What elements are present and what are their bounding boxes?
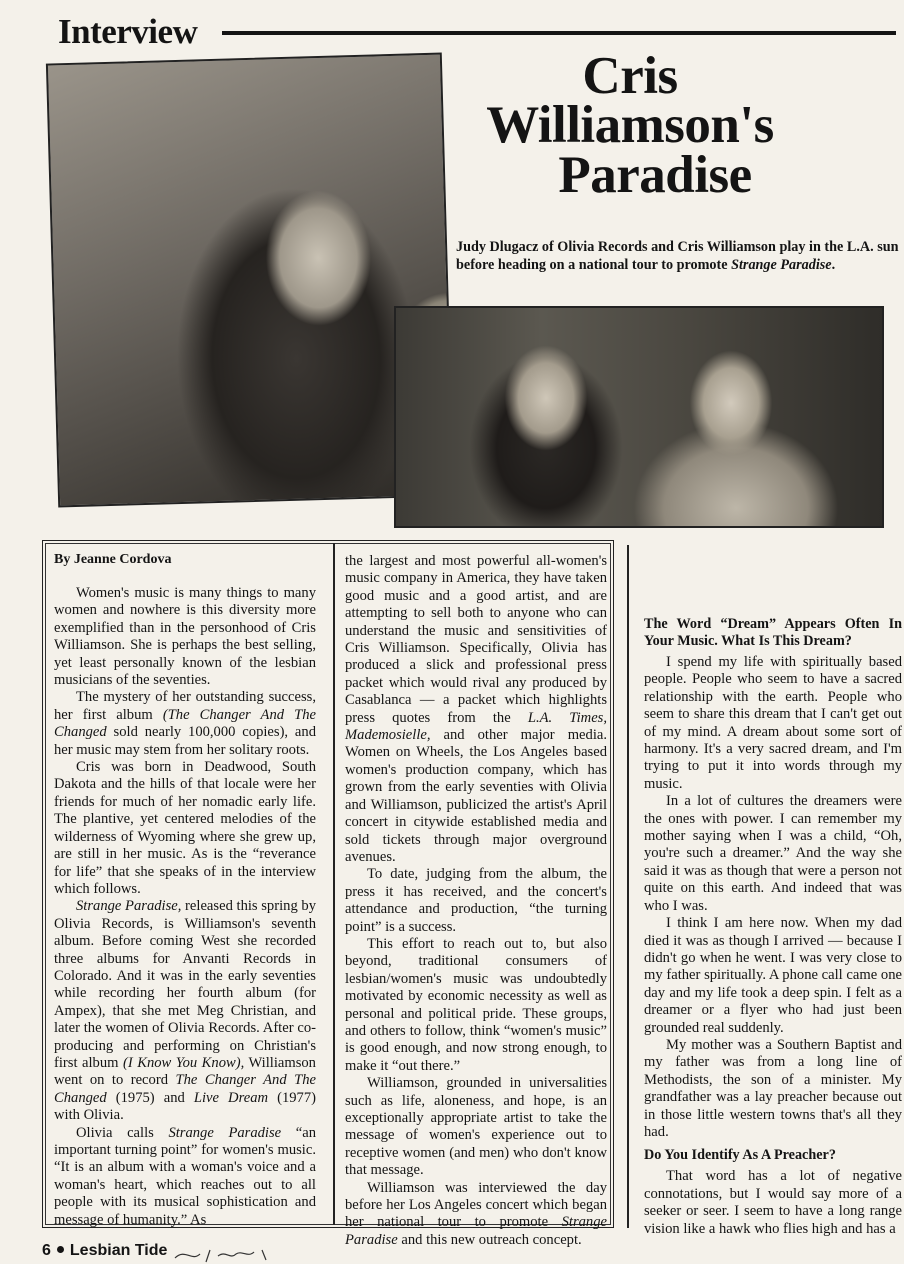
photo-two-women-outdoors [394,306,884,528]
paragraph: I think I am here now. When my dad died it was as though I arrived — because I didn't go when he went. I was very close to my father spiritually. A phone call came one day and my life took a deep spin. I felt as a dreamer or a flyer who had just been grounded real suddenly. [644,915,902,1036]
paragraph: In a lot of cultures the dreamers were the ones with power. I can remember my mother saying when I was a child, “Oh, you're such a dreamer.” And the way she said it was as though that were a person not quite on this earth. And indeed that was who I was. [644,793,902,914]
title-line-2: Williamson's [486,96,774,155]
paragraph: Cris was born in Deadwood, South Dakota and the hills of that locale were her friends for much of her nomadic early life. The plantive, yet centered melodies of the wilderness of Wyoming where she grew up, are still in her music. As is the “reverance for life” that she speaks of in the interview which follows. [54,759,316,897]
handwritten-mark [170,1244,280,1264]
page-number: 6 [42,1242,51,1259]
interview-question-1: The Word “Dream” Appears Often In Your Music. What Is This Dream? [644,616,902,649]
caption-end: . [831,257,836,274]
title-line-1: Cris [582,47,678,105]
paragraph: Women's music is many things to many women and nowhere is this diversity more exemplified than in the personhood of Cris Williamson. She is perhaps the best selling, yet least personally known of the lesbian musicians of the seventies. [54,585,316,689]
paragraph: That word has a lot of negative connotations, but I would say more of a seeker or seer. I seem to have a long range vision like a hawk who flies high and has a [644,1168,902,1237]
bullet-icon [57,1246,64,1253]
article-column-1 [54,585,316,1229]
paragraph: the largest and most powerful all-women's music company in America, they have taken good music and a good artist, and are attempting to sell both to anyone who can understand the music and sensitivities of Cris Williamson. Specifically, Olivia has produced a slick and professional press packet which would rival any produced by Casablanca — a packet which highlights press quotes from the L.A. Times, Mademosielle, and other major media. Women on Wheels, the Los Angeles based women's production company, which has grown from the early seventies with Olivia and Williamson, publicized the artist's April concert in citywide established media and sold tickets through major overground avenues. [345,553,607,865]
section-label: Interview [58,12,198,51]
article-title [440,47,820,204]
photo-singer-at-microphone [46,53,454,508]
column-divider [333,543,335,1225]
paragraph: Olivia calls Strange Paradise “an important turning point” for women's music. “It is an album with a woman's voice and a woman's heart, which reaches out to all people with its musical sophistication and message of humanity.” As [54,1124,316,1228]
paragraph: My mother was a Southern Baptist and my father was from a long line of Methodists, the son of a minister. My grandfather was a lay preacher because out in those little western towns that's all they had. [644,1036,902,1140]
paragraph: This effort to reach out to, but also beyond, traditional consumers of lesbian/women's music was undoubtedly motivated by economic necessity as well as personal and political pride. These groups, and others to follow, think “women's music” is good enough, and now strong enough, to make it “out there.” [345,935,607,1074]
paragraph: I spend my life with spiritually based people. People who seem to have a sacred relationship with the earth. People who seem to share this dream that I can't get out of my mind. A dream about some sort of harmony. It's a very sacred dream, and I'm trying to put it into words through my music. [644,654,902,792]
byline: By Jeanne Cordova [54,552,172,567]
article-column-2 [345,553,607,1249]
publication-name: Lesbian Tide [69,1242,168,1259]
paragraph: Williamson, grounded in universalities such as life, aloneness, and hope, is an exceptionally appropriate artist to take the message of women's experience out to receptive women (and men) who don't know that message. [345,1075,607,1179]
page-footer [42,1242,167,1260]
paragraph: Strange Paradise, released this spring by Olivia Records, is Williamson's seventh album. Before coming West she recorded three albums for Anvanti Records in Colorado. And it was in the early seventies while recording her fourth album (for Ampex), that she met Meg Christian, and later the women of Olivia Records. After co-producing and performing on Christian's first album (I Know You Know), Williamson went on to record The Changer And The Changed (1975) and Live Dream (1977) with Olivia. [54,898,316,1124]
caption-italic: Strange Paradise [731,257,832,274]
paragraph: The mystery of her outstanding success, her first album (The Changer And The Changed sold nearly 100,000 copies), and her music may stem from her solitary roots. [54,689,316,758]
article-column-3 [644,616,902,1238]
paragraph: To date, judging from the album, the press it has received, and the concert's attendance and production, “the turning point” is a success. [345,866,607,935]
photo-caption [456,238,900,274]
caption-text: Judy Dlugacz of Olivia Records and Cris Williamson play in the L.A. sun before heading on a national tour to promote [456,239,899,274]
paragraph: Williamson was interviewed the day before her Los Angeles concert which began her national tour to promote Strange Paradise and this new outreach concept. [345,1179,607,1248]
title-line-3: Paradise [558,145,752,204]
column-divider-right [627,545,629,1228]
header-rule [222,31,896,35]
interview-question-2: Do You Identify As A Preacher? [644,1147,836,1164]
